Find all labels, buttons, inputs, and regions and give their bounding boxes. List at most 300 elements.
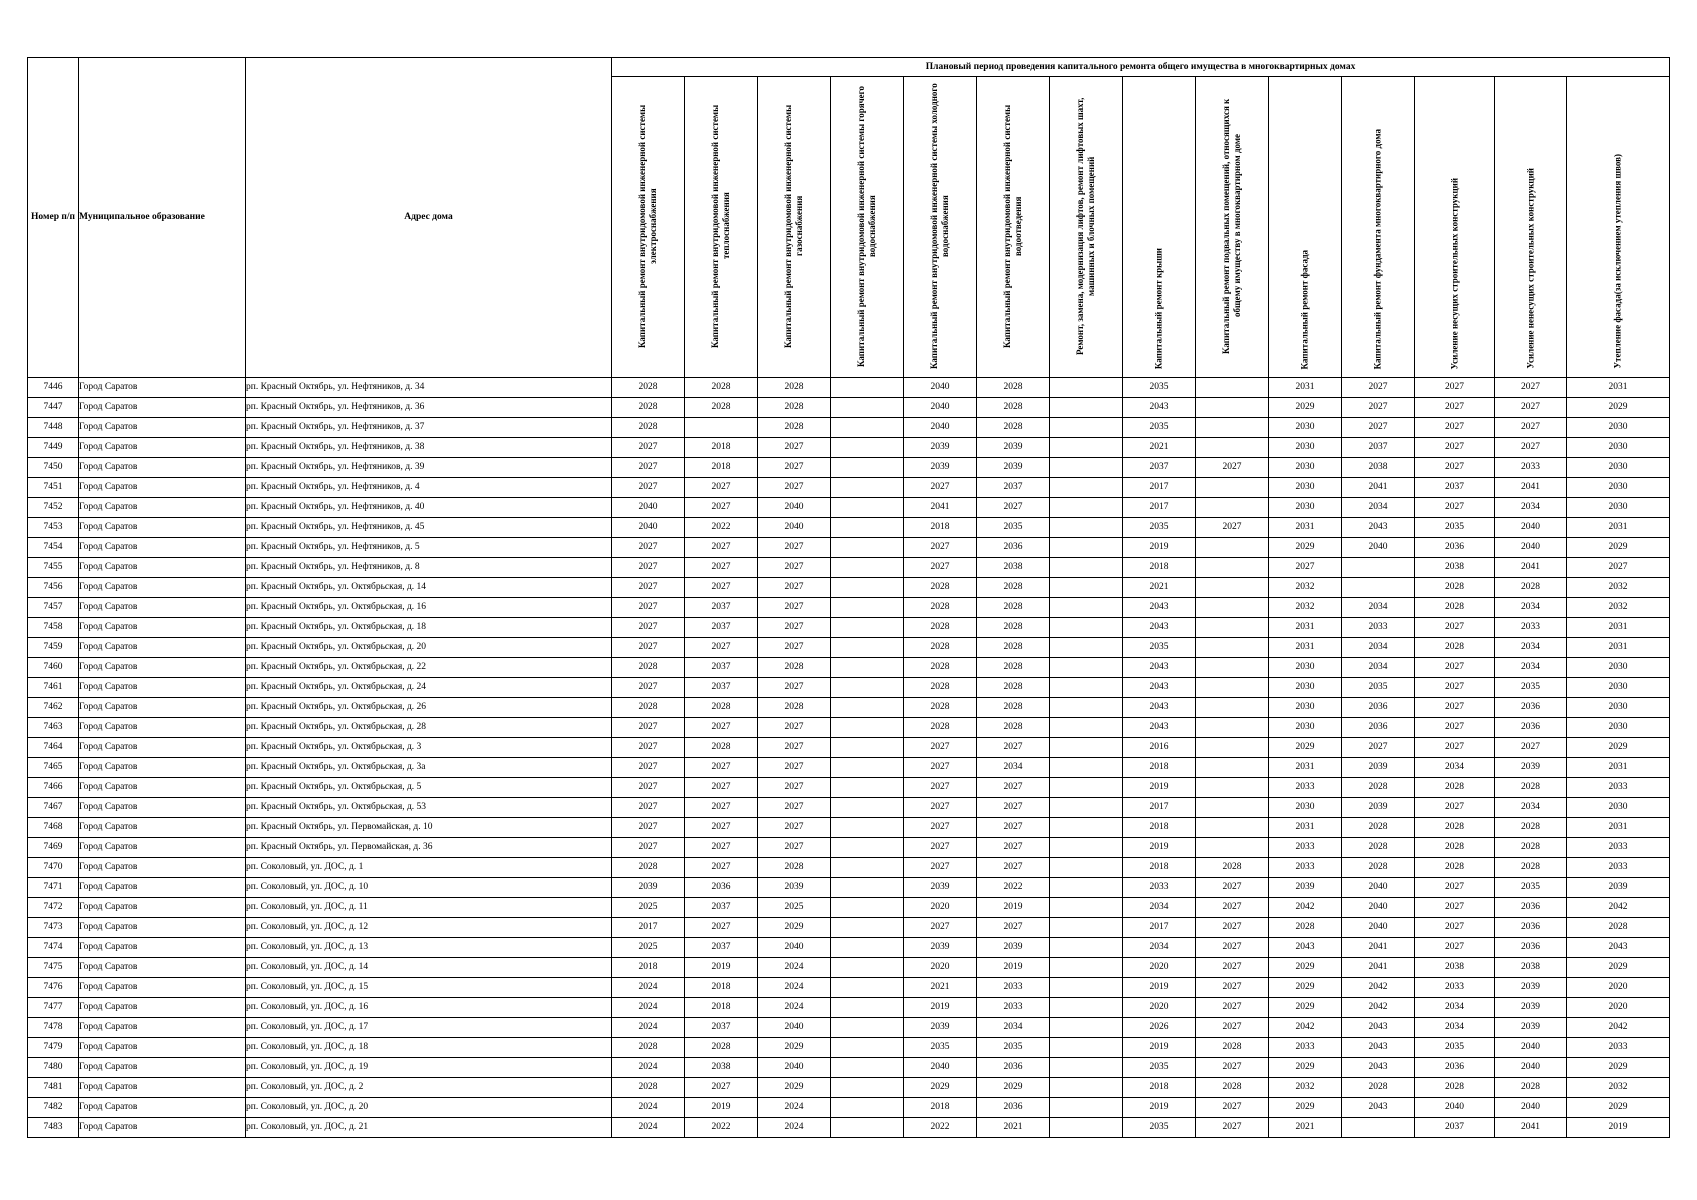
year-cell: 2031	[1567, 818, 1670, 838]
year-cell: 2040	[904, 398, 977, 418]
year-cell: 2042	[1567, 1018, 1670, 1038]
table-row	[28, 538, 1670, 558]
address-cell: рп. Соколовый, ул. ДОС, д. 16	[246, 998, 612, 1018]
year-cell: 2033	[977, 978, 1050, 998]
table-row	[28, 558, 1670, 578]
row-number-cell: 7459	[28, 638, 79, 658]
year-cell: 2036	[1342, 718, 1415, 738]
year-cell: 2030	[1567, 718, 1670, 738]
year-cell: 2021	[1123, 578, 1196, 598]
year-cell: 2028	[612, 378, 685, 398]
table-row	[28, 618, 1670, 638]
year-cell: 2024	[612, 998, 685, 1018]
year-cell	[831, 738, 904, 758]
year-cell: 2030	[1269, 418, 1342, 438]
year-cell	[831, 938, 904, 958]
address-cell: рп. Красный Октябрь, ул. Нефтяников, д. 4	[246, 478, 612, 498]
table-row	[28, 938, 1670, 958]
row-number-cell: 7482	[28, 1098, 79, 1118]
year-cell	[831, 878, 904, 898]
table-row	[28, 958, 1670, 978]
table-row	[28, 1018, 1670, 1038]
year-cell	[831, 418, 904, 438]
header-column-11	[1342, 77, 1415, 378]
year-cell: 2039	[904, 458, 977, 478]
year-cell: 2042	[1567, 898, 1670, 918]
table-row	[28, 1078, 1670, 1098]
year-cell: 2029	[1567, 398, 1670, 418]
year-cell: 2027	[904, 918, 977, 938]
row-number-cell: 7466	[28, 778, 79, 798]
municipality-cell: Город Саратов	[79, 978, 246, 998]
year-cell: 2028	[1415, 578, 1495, 598]
year-cell: 2028	[904, 698, 977, 718]
year-cell: 2030	[1567, 478, 1670, 498]
address-cell: рп. Красный Октябрь, ул. Октябрьская, д. 20	[246, 638, 612, 658]
year-cell: 2027	[904, 798, 977, 818]
year-cell: 2039	[977, 938, 1050, 958]
year-cell: 2028	[1415, 838, 1495, 858]
year-cell: 2033	[977, 998, 1050, 1018]
year-cell: 2030	[1269, 798, 1342, 818]
address-cell: рп. Соколовый, ул. ДОС, д. 18	[246, 1038, 612, 1058]
row-number-cell: 7474	[28, 938, 79, 958]
table-row	[28, 658, 1670, 678]
year-cell: 2042	[1342, 998, 1415, 1018]
year-cell: 2030	[1269, 478, 1342, 498]
year-cell: 2020	[1567, 978, 1670, 998]
municipality-cell: Город Саратов	[79, 538, 246, 558]
year-cell: 2036	[1415, 1058, 1495, 1078]
year-cell: 2034	[1342, 598, 1415, 618]
year-cell: 2027	[1342, 398, 1415, 418]
year-cell: 2027	[1567, 558, 1670, 578]
year-cell: 2027	[612, 538, 685, 558]
year-cell: 2025	[758, 898, 831, 918]
year-cell: 2027	[758, 618, 831, 638]
header-column-8	[1123, 77, 1196, 378]
header-planned-period: Плановый период проведения капитального ремонта общего имущества в многоквартирных домах	[612, 58, 1670, 77]
header-column-label: Усиление ненесущих строительных конструкций	[1525, 168, 1536, 369]
year-cell: 2024	[612, 1018, 685, 1038]
year-cell: 2027	[612, 478, 685, 498]
year-cell: 2027	[1495, 438, 1567, 458]
year-cell: 2037	[1342, 438, 1415, 458]
year-cell: 2028	[977, 398, 1050, 418]
table-row	[28, 838, 1670, 858]
year-cell: 2027	[758, 838, 831, 858]
year-cell: 2037	[685, 938, 758, 958]
table-row	[28, 698, 1670, 718]
year-cell	[685, 418, 758, 438]
year-cell: 2029	[904, 1078, 977, 1098]
header-column-13	[1495, 77, 1567, 378]
address-cell: рп. Красный Октябрь, ул. Октябрьская, д. 24	[246, 678, 612, 698]
year-cell: 2027	[1415, 378, 1495, 398]
year-cell: 2028	[1342, 858, 1415, 878]
year-cell: 2022	[685, 1118, 758, 1138]
year-cell: 2028	[612, 398, 685, 418]
year-cell: 2028	[1415, 638, 1495, 658]
table-row	[28, 458, 1670, 478]
year-cell: 2030	[1269, 718, 1342, 738]
year-cell: 2027	[1196, 958, 1269, 978]
year-cell: 2027	[612, 798, 685, 818]
year-cell: 2028	[685, 398, 758, 418]
year-cell: 2027	[758, 818, 831, 838]
year-cell: 2019	[977, 898, 1050, 918]
year-cell: 2039	[1495, 998, 1567, 1018]
header-column-label: Капитальный ремонт внутридомовой инженерной системы электроснабжения	[637, 104, 658, 348]
row-number-cell: 7452	[28, 498, 79, 518]
year-cell: 2035	[1123, 1058, 1196, 1078]
year-cell: 2028	[1495, 818, 1567, 838]
year-cell: 2017	[1123, 798, 1196, 818]
year-cell: 2028	[977, 378, 1050, 398]
year-cell: 2041	[1342, 958, 1415, 978]
address-cell: рп. Соколовый, ул. ДОС, д. 20	[246, 1098, 612, 1118]
header-column-5	[904, 77, 977, 378]
table-row	[28, 718, 1670, 738]
year-cell: 2039	[977, 458, 1050, 478]
year-cell: 2027	[904, 558, 977, 578]
year-cell	[1050, 418, 1123, 438]
year-cell	[831, 558, 904, 578]
year-cell: 2038	[1415, 958, 1495, 978]
table-row	[28, 498, 1670, 518]
year-cell: 2027	[758, 778, 831, 798]
year-cell	[1050, 778, 1123, 798]
year-cell: 2027	[1415, 918, 1495, 938]
header-column-14	[1567, 77, 1670, 378]
year-cell	[1050, 918, 1123, 938]
year-cell: 2032	[1567, 578, 1670, 598]
year-cell: 2028	[758, 858, 831, 878]
year-cell	[831, 458, 904, 478]
year-cell: 2043	[1269, 938, 1342, 958]
table-row	[28, 998, 1670, 1018]
row-number-cell: 7453	[28, 518, 79, 538]
year-cell: 2018	[1123, 558, 1196, 578]
year-cell: 2027	[612, 818, 685, 838]
table-row	[28, 438, 1670, 458]
year-cell: 2027	[977, 918, 1050, 938]
header-column-label: Капитальный ремонт внутридомовой инженерной системы холодного водоснабжения	[929, 83, 950, 369]
year-cell	[831, 758, 904, 778]
year-cell	[831, 618, 904, 638]
address-cell: рп. Красный Октябрь, ул. Нефтяников, д. 39	[246, 458, 612, 478]
year-cell: 2043	[1123, 598, 1196, 618]
year-cell: 2027	[612, 458, 685, 478]
year-cell: 2035	[1495, 678, 1567, 698]
year-cell: 2027	[685, 758, 758, 778]
table-row	[28, 758, 1670, 778]
year-cell	[831, 1018, 904, 1038]
year-cell: 2024	[758, 958, 831, 978]
year-cell: 2019	[904, 998, 977, 1018]
year-cell: 2024	[758, 1098, 831, 1118]
year-cell: 2028	[977, 618, 1050, 638]
year-cell: 2028	[758, 418, 831, 438]
header-column-12	[1415, 77, 1495, 378]
year-cell: 2027	[612, 578, 685, 598]
row-number-cell: 7468	[28, 818, 79, 838]
row-number-cell: 7451	[28, 478, 79, 498]
year-cell: 2031	[1269, 818, 1342, 838]
year-cell: 2027	[1415, 698, 1495, 718]
address-cell: рп. Красный Октябрь, ул. Октябрьская, д. 14	[246, 578, 612, 598]
header-column-label: Утепление фасада(за исключением утепления швов)	[1612, 154, 1623, 369]
year-cell: 2039	[1269, 878, 1342, 898]
row-number-cell: 7469	[28, 838, 79, 858]
table-row	[28, 878, 1670, 898]
year-cell: 2028	[612, 1078, 685, 1098]
year-cell: 2034	[977, 758, 1050, 778]
year-cell: 2027	[685, 578, 758, 598]
header-column-label: Капитальный ремонт внутридомовой инженерной системы теплоснабжения	[710, 104, 731, 348]
year-cell: 2027	[904, 538, 977, 558]
year-cell: 2020	[1123, 958, 1196, 978]
year-cell	[831, 778, 904, 798]
capital-repair-schedule-table	[27, 57, 1670, 1138]
year-cell: 2027	[758, 758, 831, 778]
year-cell: 2030	[1567, 698, 1670, 718]
year-cell: 2037	[1123, 458, 1196, 478]
year-cell: 2031	[1269, 618, 1342, 638]
year-cell: 2024	[612, 1098, 685, 1118]
year-cell	[1050, 818, 1123, 838]
year-cell: 2035	[1123, 1118, 1196, 1138]
municipality-cell: Город Саратов	[79, 658, 246, 678]
year-cell	[1050, 958, 1123, 978]
year-cell: 2031	[1567, 638, 1670, 658]
header-column-3	[758, 77, 831, 378]
year-cell: 2041	[1495, 478, 1567, 498]
year-cell	[1050, 838, 1123, 858]
address-cell: рп. Красный Октябрь, ул. Нефтяников, д. 40	[246, 498, 612, 518]
year-cell	[1342, 1118, 1415, 1138]
year-cell: 2039	[904, 1018, 977, 1038]
year-cell: 2021	[977, 1118, 1050, 1138]
year-cell: 2043	[1123, 618, 1196, 638]
year-cell: 2037	[1415, 478, 1495, 498]
year-cell	[831, 538, 904, 558]
municipality-cell: Город Саратов	[79, 1038, 246, 1058]
year-cell: 2030	[1269, 678, 1342, 698]
year-cell: 2027	[1415, 658, 1495, 678]
year-cell	[1050, 718, 1123, 738]
year-cell: 2030	[1567, 418, 1670, 438]
year-cell: 2028	[1196, 1038, 1269, 1058]
year-cell	[1050, 458, 1123, 478]
row-number-cell: 7450	[28, 458, 79, 478]
year-cell: 2027	[977, 838, 1050, 858]
header-column-label: Капитальный ремонт крыши	[1153, 247, 1164, 369]
year-cell	[1196, 758, 1269, 778]
municipality-cell: Город Саратов	[79, 958, 246, 978]
year-cell: 2027	[1415, 498, 1495, 518]
year-cell: 2038	[685, 1058, 758, 1078]
year-cell: 2032	[1269, 1078, 1342, 1098]
year-cell: 2028	[904, 618, 977, 638]
year-cell: 2024	[758, 1118, 831, 1138]
address-cell: рп. Красный Октябрь, ул. Октябрьская, д. 3а	[246, 758, 612, 778]
year-cell: 2027	[758, 478, 831, 498]
year-cell: 2036	[1415, 538, 1495, 558]
table-row	[28, 1098, 1670, 1118]
year-cell: 2039	[1342, 758, 1415, 778]
year-cell: 2028	[904, 678, 977, 698]
header-column-6	[977, 77, 1050, 378]
address-cell: рп. Соколовый, ул. ДОС, д. 17	[246, 1018, 612, 1038]
year-cell: 2027	[1495, 378, 1567, 398]
year-cell: 2027	[1495, 398, 1567, 418]
header-column-label: Капитальный ремонт внутридомовой инженерной системы водоотведения	[1002, 104, 1023, 348]
municipality-cell: Город Саратов	[79, 378, 246, 398]
municipality-cell: Город Саратов	[79, 1058, 246, 1078]
table-row	[28, 1058, 1670, 1078]
year-cell	[1050, 578, 1123, 598]
year-cell: 2043	[1123, 698, 1196, 718]
year-cell: 2027	[1415, 938, 1495, 958]
year-cell: 2027	[612, 838, 685, 858]
year-cell	[1050, 498, 1123, 518]
table-row	[28, 378, 1670, 398]
year-cell: 2042	[1269, 1018, 1342, 1038]
year-cell: 2018	[685, 438, 758, 458]
year-cell: 2027	[977, 778, 1050, 798]
year-cell	[1050, 478, 1123, 498]
municipality-cell: Город Саратов	[79, 678, 246, 698]
year-cell: 2028	[685, 1038, 758, 1058]
year-cell	[831, 718, 904, 738]
year-cell: 2029	[758, 1038, 831, 1058]
year-cell: 2029	[1269, 398, 1342, 418]
year-cell: 2034	[1495, 658, 1567, 678]
year-cell: 2032	[1567, 598, 1670, 618]
year-cell: 2019	[1123, 778, 1196, 798]
year-cell: 2028	[1342, 778, 1415, 798]
year-cell: 2029	[758, 1078, 831, 1098]
year-cell: 2027	[685, 778, 758, 798]
year-cell: 2029	[1567, 1098, 1670, 1118]
year-cell: 2027	[612, 758, 685, 778]
year-cell: 2027	[1196, 878, 1269, 898]
year-cell: 2029	[1269, 1098, 1342, 1118]
year-cell: 2031	[1567, 518, 1670, 538]
year-cell: 2040	[758, 1018, 831, 1038]
year-cell: 2030	[1269, 698, 1342, 718]
year-cell: 2039	[904, 878, 977, 898]
year-cell: 2027	[977, 738, 1050, 758]
year-cell: 2020	[904, 958, 977, 978]
municipality-cell: Город Саратов	[79, 558, 246, 578]
year-cell: 2033	[1415, 978, 1495, 998]
row-number-cell: 7467	[28, 798, 79, 818]
year-cell: 2035	[1415, 518, 1495, 538]
year-cell	[831, 518, 904, 538]
header-column-2	[685, 77, 758, 378]
table-row	[28, 898, 1670, 918]
year-cell: 2027	[685, 718, 758, 738]
year-cell: 2033	[1495, 458, 1567, 478]
year-cell: 2030	[1269, 658, 1342, 678]
table-row	[28, 478, 1670, 498]
header-row-group	[28, 58, 1670, 77]
year-cell: 2033	[1123, 878, 1196, 898]
year-cell: 2024	[612, 1118, 685, 1138]
year-cell: 2043	[1123, 658, 1196, 678]
row-number-cell: 7446	[28, 378, 79, 398]
year-cell: 2028	[1567, 918, 1670, 938]
year-cell: 2043	[1342, 518, 1415, 538]
year-cell	[1196, 738, 1269, 758]
row-number-cell: 7472	[28, 898, 79, 918]
year-cell: 2033	[1269, 858, 1342, 878]
year-cell: 2041	[1342, 478, 1415, 498]
year-cell: 2017	[612, 918, 685, 938]
table-row	[28, 798, 1670, 818]
year-cell: 2027	[612, 598, 685, 618]
year-cell: 2018	[612, 958, 685, 978]
year-cell: 2027	[685, 918, 758, 938]
year-cell: 2043	[1342, 1098, 1415, 1118]
municipality-cell: Город Саратов	[79, 758, 246, 778]
year-cell: 2036	[1342, 698, 1415, 718]
year-cell: 2027	[1269, 558, 1342, 578]
year-cell	[1050, 598, 1123, 618]
year-cell: 2027	[685, 798, 758, 818]
year-cell: 2019	[1123, 838, 1196, 858]
year-cell	[1196, 678, 1269, 698]
year-cell: 2028	[1269, 918, 1342, 938]
year-cell: 2041	[1495, 558, 1567, 578]
table-row	[28, 398, 1670, 418]
year-cell	[1342, 578, 1415, 598]
municipality-cell: Город Саратов	[79, 478, 246, 498]
year-cell	[1196, 618, 1269, 638]
year-cell: 2040	[1342, 918, 1415, 938]
year-cell: 2040	[758, 1058, 831, 1078]
year-cell	[1196, 498, 1269, 518]
year-cell: 2031	[1567, 378, 1670, 398]
year-cell	[1050, 678, 1123, 698]
year-cell: 2028	[977, 598, 1050, 618]
header-column-4	[831, 77, 904, 378]
row-number-cell: 7473	[28, 918, 79, 938]
year-cell: 2028	[1495, 838, 1567, 858]
year-cell: 2040	[1495, 518, 1567, 538]
year-cell: 2028	[977, 418, 1050, 438]
year-cell: 2027	[1415, 898, 1495, 918]
header-column-label: Капитальный ремонт внутридомовой инженерной системы горячего водоснабжения	[856, 85, 877, 367]
table-row	[28, 1038, 1670, 1058]
year-cell: 2040	[758, 938, 831, 958]
year-cell: 2027	[1196, 1118, 1269, 1138]
year-cell	[831, 598, 904, 618]
year-cell: 2018	[685, 978, 758, 998]
year-cell: 2036	[1495, 938, 1567, 958]
year-cell: 2022	[977, 878, 1050, 898]
year-cell: 2027	[1495, 418, 1567, 438]
year-cell: 2027	[977, 498, 1050, 518]
year-cell: 2036	[685, 878, 758, 898]
year-cell: 2039	[1495, 758, 1567, 778]
row-number-cell: 7478	[28, 1018, 79, 1038]
year-cell: 2027	[758, 458, 831, 478]
year-cell	[1050, 438, 1123, 458]
year-cell: 2035	[1123, 638, 1196, 658]
